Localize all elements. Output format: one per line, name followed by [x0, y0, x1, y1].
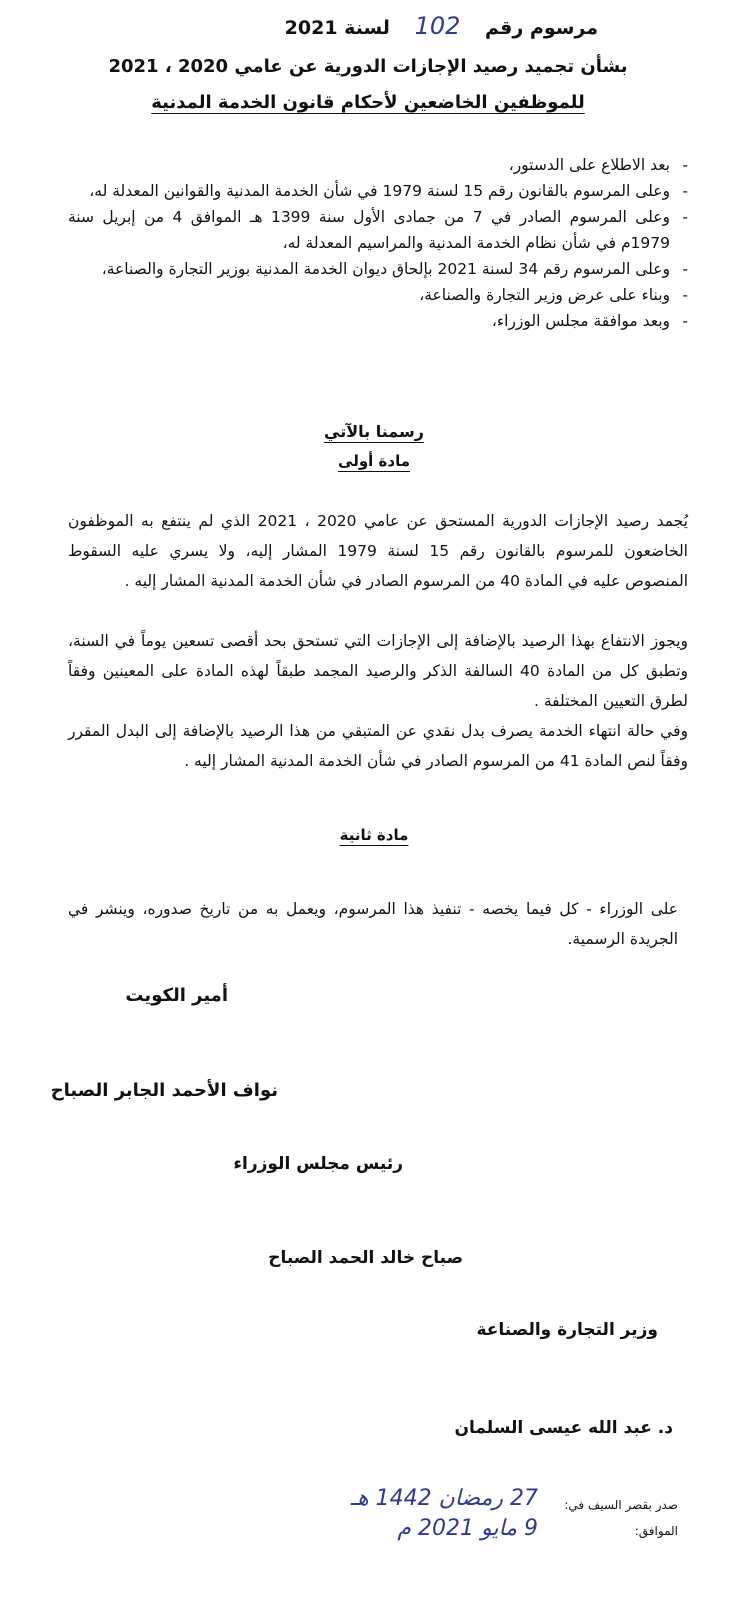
corresponding-label: الموافق:: [634, 1524, 678, 1538]
hijri-date-handwritten: 27 رمضان 1442 هـ: [350, 1486, 538, 1511]
preamble-item: [68, 256, 688, 282]
article2-title: مادة ثانية: [339, 826, 409, 844]
preamble-text: بعد الاطلاع على الدستور،: [508, 156, 670, 174]
preamble-text: وعلى المرسوم بالقانون رقم 15 لسنة 1979 في شأن الخدمة المدنية والقوانين المعدلة له،: [89, 182, 670, 200]
article1-paragraph: يُجمد رصيد الإجازات الدورية المستحق عن عامي 2020 ، 2021 الذي لم ينتفع به الموظفون الخاضعون للمرسوم بالقانون رقم 15 لسنة 1979 المشار إليه، ولا يسري عليه السقوط المنصوص عليه في المادة 40 من المرسوم الصادر في شأن الخدمة المدنية المشار إليه .: [68, 512, 688, 590]
preamble-item: [68, 308, 688, 334]
preamble-item: [68, 204, 688, 256]
preamble-dash: -: [682, 286, 688, 304]
decree-title-line1: بشأن تجميد رصيد الإجازات الدورية عن عامي 2020 ، 2021: [108, 56, 628, 77]
decree-title-line2: للموظفين الخاضعين لأحكام قانون الخدمة المدنية: [151, 92, 585, 113]
preamble-dash: -: [682, 260, 688, 278]
preamble-dash: -: [682, 182, 688, 200]
article2-text: على الوزراء - كل فيما يخصه - تنفيذ هذا المرسوم، ويعمل به من تاريخ صدوره، وينشر في الجريدة الرسمية.: [68, 900, 678, 948]
decree-year-label: لسنة 2021: [284, 17, 390, 39]
article1-paragraph: وفي حالة انتهاء الخدمة يصرف بدل نقدي عن المتبقي من هذا الرصيد بالإضافة إلى البدل المقرر وفقاً لنص المادة 41 من المرسوم الصادر في شأن الخدمة المدنية المشار إليه .: [68, 722, 688, 770]
preamble-dash: -: [682, 312, 688, 330]
preamble-list: [68, 152, 688, 334]
emir-name: نواف الأحمد الجابر الصباح: [50, 1080, 278, 1101]
issued-label: صدر بقصر السيف في:: [564, 1498, 678, 1512]
pm-title: رئيس مجلس الوزراء: [233, 1154, 403, 1174]
pm-name: صباح خالد الحمد الصباح: [268, 1248, 463, 1268]
decree-number-line: [285, 12, 598, 40]
article1-paragraph: ويجوز الانتفاع بهذا الرصيد بالإضافة إلى الإجازات التي تستحق بحد أقصى تسعين يوماً في السنة، وتطبق كل من المادة 40 السالفة الذكر والرصيد المجمد طبقاً لهذه المادة على المعينين وفقاً لطرق التعيين المختلفة .: [68, 632, 688, 710]
minister-name: د. عبد الله عيسى السلمان: [454, 1418, 673, 1438]
preamble-text: وبعد موافقة مجلس الوزراء،: [491, 312, 670, 330]
preamble-item: [68, 178, 688, 204]
preamble-dash: -: [682, 208, 688, 226]
preamble-text: وعلى المرسوم رقم 34 لسنة 2021 بإلحاق ديوان الخدمة المدنية بوزير التجارة والصناعة،: [101, 260, 670, 278]
preamble-text: وعلى المرسوم الصادر في 7 من جمادى الأول سنة 1399 هـ الموافق 4 من إبريل سنة 1979م في شأن نظام الخدمة المدنية والمراسيم المعدلة له،: [68, 208, 670, 252]
preamble-item: [68, 152, 688, 178]
decree-number-handwritten: 102: [414, 12, 461, 40]
decree-number-label: مرسوم رقم: [485, 17, 598, 39]
preamble-text: وبناء على عرض وزير التجارة والصناعة،: [419, 286, 670, 304]
preamble-dash: -: [682, 156, 688, 174]
article1-title: مادة أولى: [338, 452, 410, 470]
preamble-item: [68, 282, 688, 308]
decreed-heading: رسمنا بالآتي: [324, 422, 424, 441]
minister-title: وزير التجارة والصناعة: [476, 1320, 658, 1340]
gregorian-date-handwritten: 9 مايو 2021 م: [397, 1516, 538, 1541]
emir-title: أمير الكويت: [125, 985, 228, 1006]
